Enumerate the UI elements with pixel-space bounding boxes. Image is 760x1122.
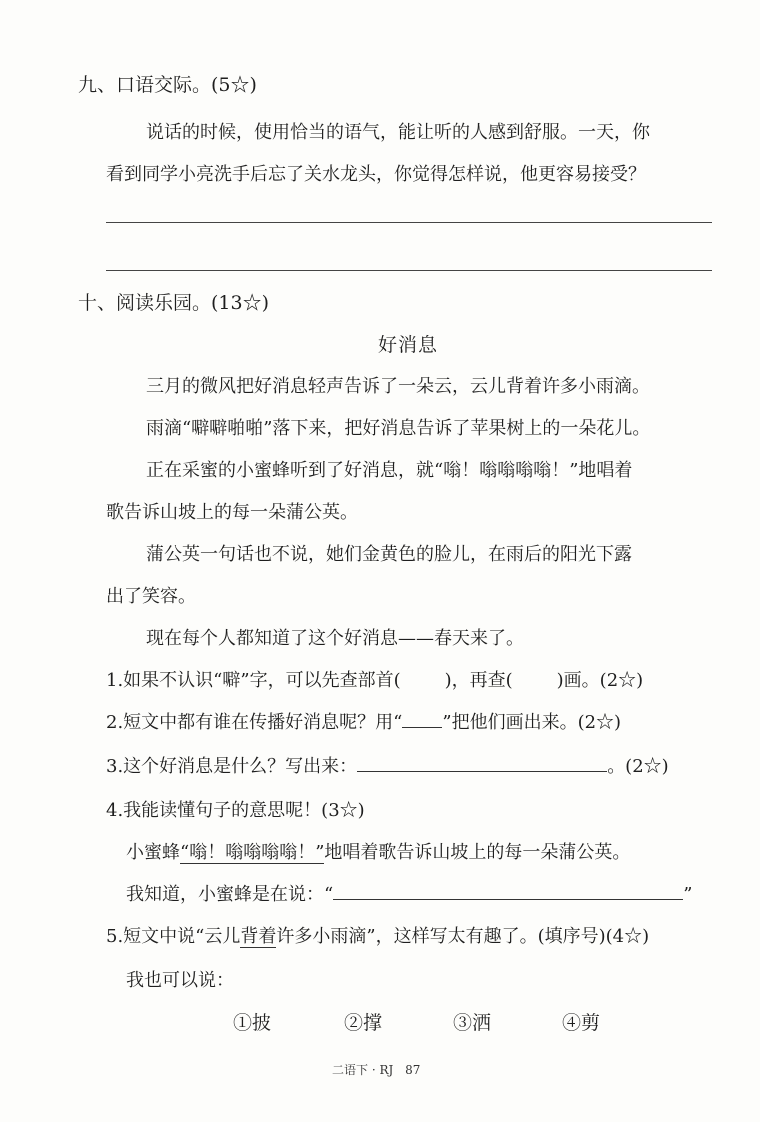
footer-label: 二语下 · RJ (332, 1063, 394, 1077)
answer-line-1[interactable] (106, 222, 712, 223)
section-9-line-2: 看到同学小亮洗手后忘了关水龙头，你觉得怎样说，他更容易接受？ (106, 164, 646, 185)
section-10-heading: 十、阅读乐园。(13☆) (78, 292, 270, 314)
question-5 (106, 922, 649, 948)
story-paragraph-2: 雨滴“噼噼啪啪”落下来，把好消息告诉了苹果树上的一朵花儿。 (146, 418, 651, 439)
q1-text-b: )，再查( (444, 670, 513, 691)
question-4-heading: 4.我能读懂句子的意思呢！(3☆) (106, 800, 365, 821)
section-9-heading: 九、口语交际。(5☆) (78, 74, 257, 96)
answer-line-2[interactable] (106, 270, 712, 271)
q2-text-a: 2.短文中都有谁在传播好消息呢？用“ (106, 712, 403, 733)
story-paragraph-5: 现在每个人都知道了这个好消息——春天来了。 (146, 628, 524, 649)
q5-option-3[interactable]: ③洒 (453, 1012, 492, 1034)
page-number: 87 (405, 1063, 421, 1077)
q5-option-2[interactable]: ②撑 (344, 1012, 383, 1034)
question-4-sentence (126, 838, 630, 864)
q4-sentence-underlined: “嗡！嗡嗡嗡嗡！” (180, 842, 325, 863)
story-paragraph-4-line-1: 蒲公英一句话也不说，她们金黄色的脸儿，在雨后的阳光下露 (146, 544, 632, 565)
q2-underline-sample (402, 713, 442, 728)
q5-text-c: 许多小雨滴”，这样写太有趣了。(填序号)(4☆) (276, 926, 650, 947)
q3-text-a: 3.这个好消息是什么？写出来： (106, 756, 358, 777)
q5-text-a: 5.短文中说“云儿 (106, 926, 241, 947)
section-9-line-1: 说话的时候，使用恰当的语气，能让听的人感到舒服。一天，你 (146, 122, 650, 143)
q5-option-4[interactable]: ④剪 (562, 1012, 601, 1034)
q3-answer-blank[interactable] (357, 757, 607, 772)
q1-text-a: 1.如果不认识“噼”字，可以先查部首( (106, 670, 401, 691)
q5-option-1[interactable]: ①披 (233, 1012, 272, 1034)
story-paragraph-3-line-1: 正在采蜜的小蜜蜂听到了好消息，就“嗡！嗡嗡嗡嗡！”地唱着 (146, 460, 633, 481)
question-2 (106, 708, 621, 734)
q1-text-c: )画。(2☆) (556, 670, 644, 691)
q4-sentence-c: 地唱着歌告诉山坡上的每一朵蒲公英。 (324, 842, 631, 863)
question-4-answer (126, 880, 692, 906)
q3-text-b: 。(2☆) (607, 756, 669, 777)
question-1 (106, 666, 643, 692)
q4-know-text: 我知道，小蜜蜂是在说：“ (126, 884, 334, 905)
story-paragraph-3-line-2: 歌告诉山坡上的每一朵蒲公英。 (106, 502, 358, 523)
q4-answer-blank[interactable] (333, 885, 683, 900)
q4-sentence-a: 小蜜蜂 (126, 842, 180, 863)
story-paragraph-1: 三月的微风把好消息轻声告诉了一朵云，云儿背着许多小雨滴。 (146, 376, 650, 397)
page-footer (332, 1061, 420, 1078)
q5-underlined-word: 背着 (240, 926, 277, 947)
question-3 (106, 752, 669, 778)
q4-close-quote: ” (683, 884, 693, 905)
story-title: 好消息 (378, 334, 439, 356)
q2-text-b: ”把他们画出来。(2☆) (442, 712, 622, 733)
q5-also-text: 我也可以说： (126, 970, 234, 991)
story-paragraph-4-line-2: 出了笑容。 (106, 586, 196, 607)
